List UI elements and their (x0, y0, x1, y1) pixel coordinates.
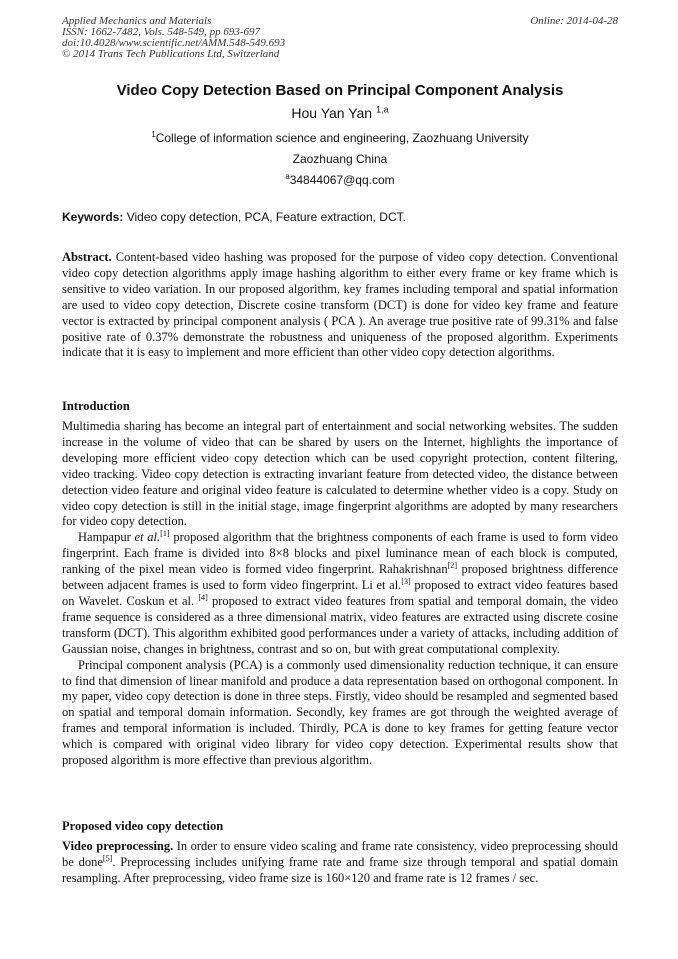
p2-text-a: Hampapur (78, 530, 135, 545)
affiliation-city: Zaozhuang China (292, 152, 388, 166)
author-name: Hou Yan Yan (291, 105, 373, 121)
p2-text-d: proposed to extract video features based on Wavelet. Coskun et al. (62, 578, 618, 608)
keywords-text: Video copy detection, PCA, Feature extraction, DCT. (123, 210, 406, 224)
proposed-body (62, 839, 618, 887)
journal-issn: ISSN: 1662-7482, Vols. 548-549, pp 693-697 (62, 26, 260, 38)
citation-4[interactable]: [4] (198, 592, 208, 602)
journal-doi[interactable]: doi:10.4028/www.scientific.net/AMM.548-549.693 (62, 37, 286, 49)
p2-etal: et al. (134, 530, 161, 545)
author-email[interactable]: 34844067@qq.com (289, 173, 395, 187)
abstract-text: Content-based video hashing was proposed for the purpose of video copy detection. Conventional video copy detection algorithms apply image hashing algorithm to either every frame or key frame which is sensitive to video variation. In our proposed algorithm, key frames including temporal and spatial information are used to video copy detection, Discrete cosine transform (DCT) is done for video key frame and feature vector is extracted by principal component analysis ( PCA ). An average true positive rate of 99.31% and false positive rate of 0.37% demonstrate the robustness and uniqueness of the proposed algorithm. Experiments indicate that it is easy to implement and more efficient than other video copy detection algorithms. (62, 250, 618, 360)
affiliation-sup: 1 (151, 130, 156, 139)
preprocessing-text-b: . Preprocessing includes unifying frame rate and frame size through temporal and spatial domain resampling. After preprocessing, video frame size is 160×120 and frame rate is 12 frames / sec. (62, 854, 618, 885)
journal-header (62, 16, 618, 60)
proposed-heading: Proposed video copy detection (62, 819, 224, 833)
preprocessing-label: Video preprocessing. (62, 839, 174, 853)
intro-paragraph-1: Multimedia sharing has become an integral part of entertainment and social networking websites. The sudden increase in the volume of video that can be shared by users on the Internet, highlights the importance of developing more efficient video copy detection which can be used copyright protection, content filtering, video tracking. Video copy detection is extracting invariant feature from detected video, the distance between detection video feature and original video feature is calculated to determine whether video is a copy. Study on video copy detection is still in the initial stage, image fingerprint algorithms are adopted by many researchers for video copy detection. (62, 419, 618, 529)
citation-5[interactable]: [5] (102, 853, 113, 863)
citation-1[interactable]: [1] (160, 529, 170, 539)
paper-title: Video Copy Detection Based on Principal Component Analysis (116, 82, 564, 99)
abstract-label: Abstract. (62, 250, 112, 264)
intro-paragraph-3: Principal component analysis (PCA) is a commonly used dimensionality reduction technique, it can ensure to find that dimension of linear manifold and produce a data representation based on orthogonal component. In my paper, video copy detection is done in three steps. Firstly, video should be resampled and segmented based on spatial and temporal domain information. Secondly, key frames are got through the weighted average of frames and temporal information is included. Thirdly, PCA is done to key frames for getting feature vector which is compared with original video library for video copy detection. Experimental results show that proposed algorithm is more effective than previous algorithm. (62, 657, 618, 768)
author-sup: 1,a (375, 104, 389, 115)
email-line (62, 172, 618, 188)
affiliation-text: College of information science and engineering, Zaozhuang University (155, 131, 529, 145)
citation-3[interactable]: [3] (401, 576, 411, 586)
affiliation-line (62, 130, 618, 146)
p2-text-c: proposed brightness difference between adjacent frames is used to form video fingerprint. Li et al. (62, 562, 619, 593)
journal-copyright: © 2014 Trans Tech Publications Ltd, Switzerland (62, 48, 280, 60)
keywords (62, 209, 618, 225)
p2-text-b: proposed algorithm that the brightness components of each frame is used to form video fingerprint. Each frame is divided into 8×8 blocks and pixel luminance mean of each block is computed, ranking of the pixel mean video is formed video fingerprint. Rahakrishnan (62, 530, 619, 577)
citation-2[interactable]: [2] (447, 561, 458, 570)
keywords-label: Keywords: (62, 210, 124, 224)
preprocessing-text-a: In order to ensure video scaling and frame rate consistency, video preprocessing should be done (62, 839, 618, 869)
online-date: Online: 2014-04-28 (530, 15, 618, 27)
email-sup: a (285, 172, 290, 181)
abstract (62, 250, 618, 361)
journal-name: Applied Mechanics and Materials (62, 15, 212, 27)
introduction-body (62, 419, 618, 769)
introduction-heading: Introduction (62, 399, 130, 413)
intro-paragraph-2 (62, 530, 618, 657)
p2-text-e: proposed to extract video features from spatial and temporal domain, the video frame sequence is considered as a three dimensional matrix, video features are extracted using discrete cosine transform (DCT). This algorithm exhibited good performances under a variety of attacks, including addition of Gaussian noise, changes in brightness, contrast and so on, but with great computational complexity. (62, 593, 618, 656)
author-line (62, 104, 618, 122)
